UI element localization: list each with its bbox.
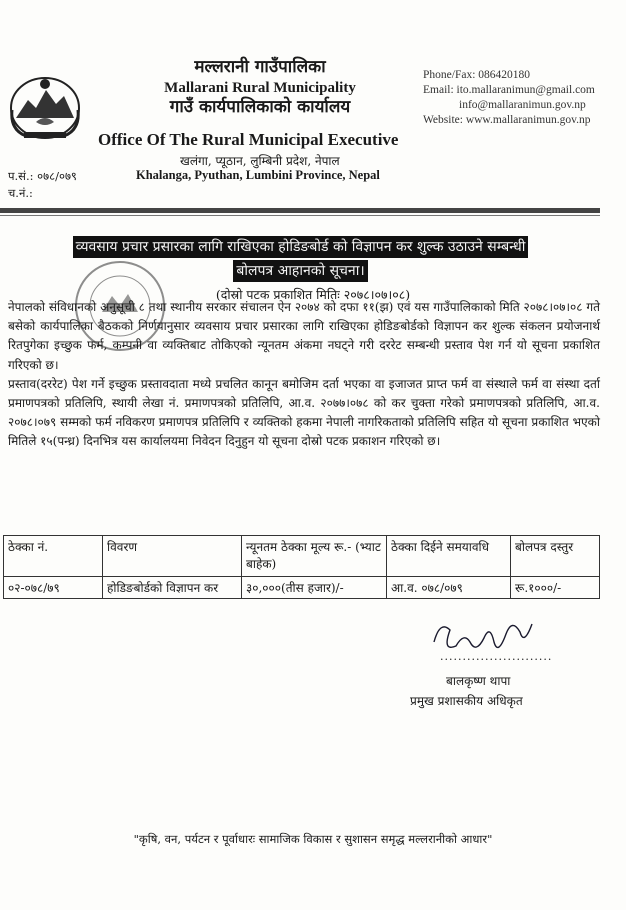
footer-motto: "कृषि, वन, पर्यटन र पूर्वाधारः सामाजिक विकास र सुशासन समृद्ध मल्लरानीको आधार" (133, 832, 493, 846)
notice-title (28, 236, 573, 282)
publication-date: (दोस्रो पटक प्रकाशित मितिः २०७८।०७।०८) (215, 287, 411, 302)
table-header: ठेक्का नं. (4, 536, 103, 577)
notice-paragraph-2: प्रस्ताव(दररेट) पेश गर्ने इच्छुक प्रस्तावदाता मध्ये प्रचलित कानून बमोजिम दर्ता भएका वा इजाजत प्राप्त फर्म वा संस्थाले फर्म वा संस्था दर्ता प्रमाणपत्रको प्रतिलिपि, स्थायी लेखा नं. प्रमाणपत्रको प्रतिलिपि, आ.व. २०७७।०७८ को कर चुक्ता गरेको प्रमाणपत्रको प्रतिलिपि, आ.व. २०७८।०७९ सम्मको फर्म नविकरण प्रमाणपत्र प्रतिलिपि र व्यक्तिको हकमा नेपाली नागरिकताको प्रतिलिपि सहित यो सूचना प्रकाशित भएको मितिले १५(पन्ध्र) दिनभित्र यस कार्यालयमा निवेदन दिनुहुन यो सूचना दोस्रो पटक प्रकाशन गरिएको छ। (8, 376, 600, 449)
table-cell: ३०,०००(तीस हजार)/- (242, 577, 387, 599)
table-header: न्यूनतम ठेक्का मूल्य रू.- (भ्याट बाहेक) (242, 536, 387, 577)
header-divider-thin (0, 215, 600, 216)
dispatch-number: च.नं.: (8, 186, 33, 200)
notice-title-line2: बोलपत्र आहानको सूचना। (233, 260, 367, 282)
table-header: विवरण (103, 536, 242, 577)
table-cell: ०२-०७८/७९ (4, 577, 103, 599)
phone-fax: Phone/Fax: 086420180 (423, 69, 531, 81)
municipality-name-en: Mallarani Rural Municipality (164, 79, 356, 96)
email-primary: Email: ito.mallaranimun@gmail.com (423, 84, 595, 96)
table-cell: होडिङबोर्डको विज्ञापन कर (103, 577, 242, 599)
reference-block (8, 168, 77, 202)
contract-table (3, 535, 600, 599)
table-header: बोलपत्र दस्तुर (511, 536, 600, 577)
address-np: खलंगा, प्यूठान, लुम्बिनी प्रदेश, नेपाल (180, 154, 340, 168)
notice-paragraph-1: नेपालको संविधानको अनुसूची ८ तथा स्थानीय सरकार संचालन ऐन २०७४ को दफा ११(झ) एवं यस गाउँपालिकाको मिति २०७८।०७।०८ गते बसेको कार्यपालिका बैठकको निर्णयानुसार व्यवसाय प्रचार प्रसारका लागि राखिएका होडिङबोर्डको विज्ञापन कर शुल्क संकलन प्रयोजनार्थ रितपुगेका इच्छुक फर्म, कम्पनी वा व्यक्तिबाट तोकिएको न्यूनतम अंकमा नघट्ने गरी दररेट सम्बन्धी प्रस्ताव पेश गर्न यो सूचना प्रकाशित गरिएको छ। (8, 300, 600, 372)
notice-title-line1: व्यवसाय प्रचार प्रसारका लागि राखिएका होडिङबोर्ड को विज्ञापन कर शुल्क उठाउने सम्बन्धी (73, 236, 529, 258)
address-en: Khalanga, Pyuthan, Lumbini Province, Nepal (136, 168, 380, 182)
header-divider (0, 208, 600, 213)
website: Website: www.mallaranimun.gov.np (423, 114, 591, 126)
table-header-row (4, 536, 600, 577)
table-cell: आ.व. ०७८/०७९ (387, 577, 511, 599)
email-secondary: info@mallaranimun.gov.np (459, 99, 586, 111)
signature-line: ......................... (440, 650, 553, 663)
table-row (4, 577, 600, 599)
table-header: ठेक्का दिईने समयावधि (387, 536, 511, 577)
notice-body (8, 298, 600, 452)
nepal-emblem-icon (6, 70, 84, 142)
letter-number: प.सं.: ०७८/०७९ (8, 169, 77, 183)
signatory-title: प्रमुख प्रशासकीय अधिकृत (410, 694, 523, 708)
office-name-en: Office Of The Rural Municipal Executive (98, 130, 399, 149)
signatory-name: बालकृष्ण थापा (446, 674, 511, 688)
contact-block (423, 68, 595, 128)
office-name-np: गाउँ कार्यपालिकाको कार्यालय (169, 96, 351, 117)
letterhead-title-block (100, 58, 420, 117)
table-cell: रू.१०००/- (511, 577, 600, 599)
municipality-name-np: मल्लरानी गाउँपालिका (194, 57, 326, 77)
